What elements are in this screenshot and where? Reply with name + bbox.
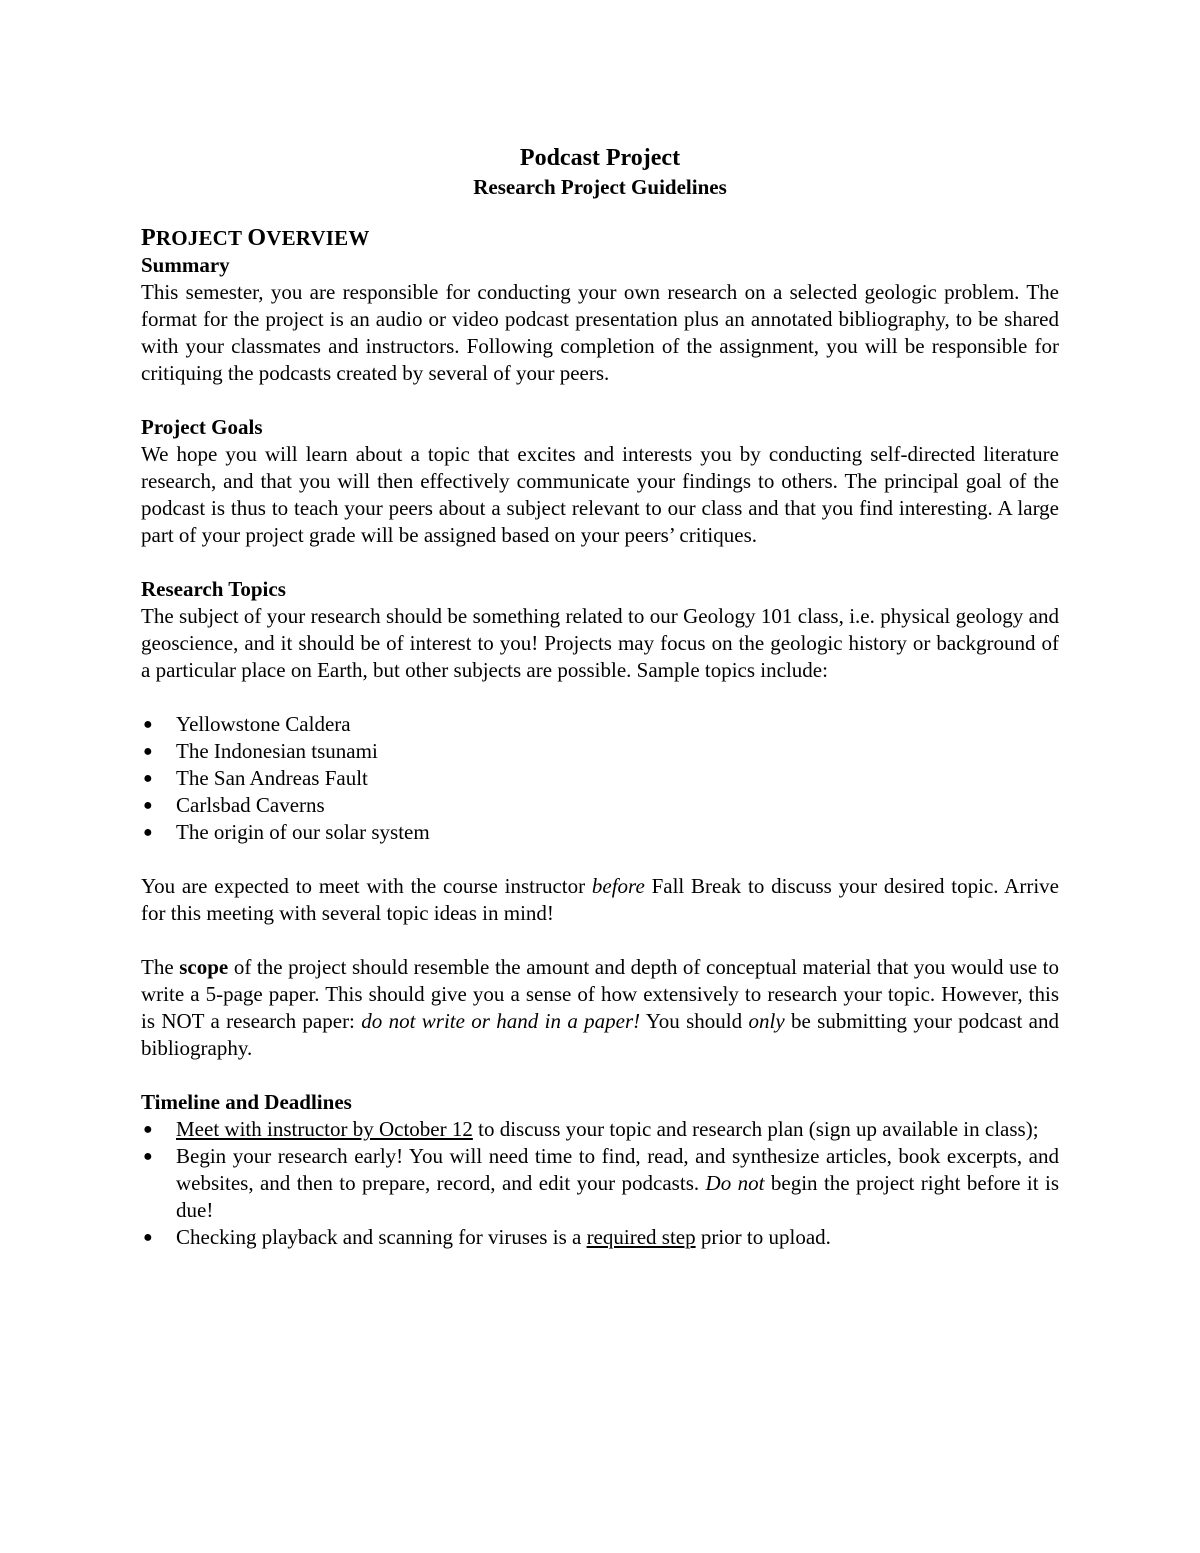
- list-item: ● Carlsbad Caverns: [143, 793, 325, 817]
- overview-heading: PROJECT OVERVIEW: [141, 225, 370, 251]
- page-subtitle: Research Project Guidelines: [473, 175, 727, 199]
- list-item: ● Checking playback and scanning for viruses is a required step prior to upload.: [143, 1225, 831, 1249]
- summary-heading: Summary: [141, 253, 230, 277]
- timeline-list: [141, 1116, 1059, 1251]
- document-page: [141, 142, 1059, 1251]
- topics-heading: Research Topics: [141, 577, 286, 601]
- page-title: Podcast Project: [519, 145, 681, 171]
- bullet-icon: ●: [143, 716, 153, 733]
- list-item: ● The origin of our solar system: [143, 820, 430, 844]
- bullet-icon: ●: [143, 797, 153, 814]
- bullet-icon: ●: [143, 824, 153, 841]
- list-item: ● Meet with instructor by October 12 to discuss your topic and research plan (sign up available in class);: [143, 1117, 1039, 1141]
- goals-paragraph: We hope you will learn about a topic that excites and interests you by conducting self-directed literature research, and that you will then effectively communicate your findings to others. The principal goal of the podcast is thus to teach your peers about a subject relevant to our class and that you find interesting. A large part of your project grade will be assigned based on your peers’ critiques.: [141, 442, 1059, 547]
- bullet-icon: ●: [143, 743, 153, 760]
- bullet-icon: ●: [143, 770, 153, 787]
- list-item: ● Begin your research early! You will need time to find, read, and synthesize articles, book excerpts, and websites, and then to prepare, record, and edit your podcasts. Do not begin the project right before it is due!: [143, 1144, 1059, 1222]
- topics-paragraph: The subject of your research should be something related to our Geology 101 class, i.e. physical geology and geoscience, and it should be of interest to you! Projects may focus on the geologic history or background of a particular place on Earth, but other subjects are possible. Sample topics include:: [141, 604, 1059, 682]
- timeline-heading: Timeline and Deadlines: [141, 1090, 352, 1114]
- meeting-paragraph: You are expected to meet with the course instructor before Fall Break to discuss your desired topic. Arrive for this meeting with several topic ideas in mind!: [141, 874, 1059, 925]
- summary-paragraph: This semester, you are responsible for conducting your own research on a selected geologic problem. The format for the project is an audio or video podcast presentation plus an annotated bibliography, to be shared with your classmates and instructors. Following completion of the assignment, you will be responsible for critiquing the podcasts created by several of your peers.: [141, 280, 1059, 385]
- bullet-icon: ●: [143, 1148, 153, 1165]
- goals-heading: Project Goals: [141, 415, 263, 439]
- scope-paragraph: The scope of the project should resemble the amount and depth of conceptual material that you would use to write a 5-page paper. This should give you a sense of how extensively to research your topic. However, this is NOT a research paper: do not write or hand in a paper! You should only be submitting your podcast and bibliography.: [141, 955, 1059, 1060]
- bullet-icon: ●: [143, 1121, 153, 1138]
- topics-list: [141, 711, 1059, 846]
- list-item: ● Yellowstone Caldera: [143, 712, 351, 736]
- bullet-icon: ●: [143, 1229, 153, 1246]
- list-item: ● The Indonesian tsunami: [143, 739, 378, 763]
- list-item: ● The San Andreas Fault: [143, 766, 368, 790]
